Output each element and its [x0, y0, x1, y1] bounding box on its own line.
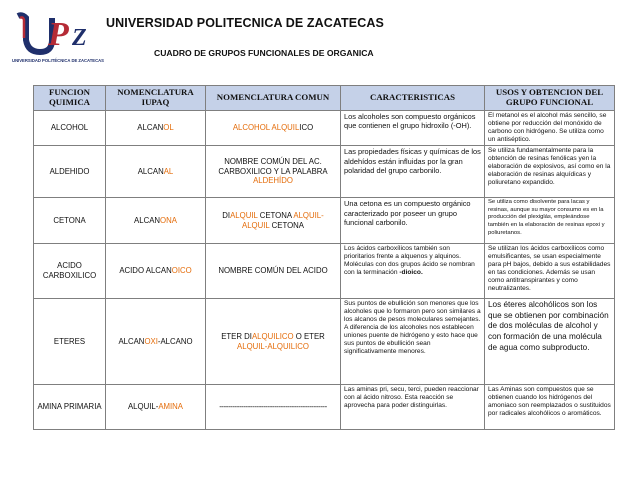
- header-caracteristicas: CARACTERISTICAS: [341, 86, 485, 111]
- table-row: [34, 146, 615, 198]
- funcion-cell: AMINA PRIMARIA: [34, 385, 106, 430]
- funcion-cell: ALDEHIDO: [34, 146, 106, 198]
- caracteristicas-cell: Sus puntos de ebullición son menores que los alcoholes que lo formaron pero son similares a los alcanos de pesos moleculares semejantes. A diferencia de los alcoholes nos establecen uniones puente de hidrógeno y esto hace que sus puntos de ebullición sean significativamente menores.: [341, 299, 485, 385]
- usos-cell: El metanol es el alcohol más sencillo, se obtiene por reducción del monóxido de carbono con hidrógeno. Se utiliza como un antiséptico.: [485, 111, 615, 146]
- funcion-cell: ETERES: [34, 299, 106, 385]
- usos-cell: Se utilizan los ácidos carboxílicos como emulsificantes, se usan especialmente para pH bajos, debido a sus estabilidades en tas condiciones. Además se usan como antitranspirantes y como neutralizantes.: [485, 244, 615, 299]
- logo-subtext: UNIVERSIDAD POLITÉCNICA DE ZACATECAS: [12, 58, 104, 63]
- comun-cell: DIALQUIL CETONA ALQUIL-ALQUIL CETONA: [206, 198, 341, 244]
- table-row: [34, 111, 615, 146]
- university-title: UNIVERSIDAD POLITECNICA DE ZACATECAS: [106, 16, 384, 30]
- functional-groups-table: [33, 85, 615, 430]
- funcion-cell: CETONA: [34, 198, 106, 244]
- iupaq-cell: ACIDO ALCANOICO: [106, 244, 206, 299]
- iupaq-cell: ALCANOL: [106, 111, 206, 146]
- usos-cell: Se utiliza como disolvente para lacas y resinas, aunque su mayor consumo es en la producción del plexiglás, empleándose también en la elaboración de resinas epoxi y poliuretanos.: [485, 198, 615, 244]
- caracteristicas-cell: Las propiedades físicas y químicas de los aldehídos están influidas por la gran polaridad del grupo carbonilo.: [341, 146, 485, 198]
- comun-cell: NOMBRE COMÚN DEL AC. CARBOXILICO Y LA PALABRA ALDEHÍDO: [206, 146, 341, 198]
- comun-cell: NOMBRE COMÚN DEL ACIDO: [206, 244, 341, 299]
- header-funcion: FUNCION QUIMICA: [34, 86, 106, 111]
- usos-cell: Las Aminas son compuestos que se obtienen cuando los hidrógenos del amoniaco son reemplazados o sustituidos por radicales alcohólicos o aromáticos.: [485, 385, 615, 430]
- university-logo: [12, 12, 104, 64]
- header-usos: USOS Y OBTENCION DEL GRUPO FUNCIONAL: [485, 86, 615, 111]
- funcion-cell: ACIDO CARBOXILICO: [34, 244, 106, 299]
- iupaq-cell: ALCANAL: [106, 146, 206, 198]
- table-header-row: [34, 86, 615, 111]
- caracteristicas-cell: Las aminas pri, secu, terci, pueden reaccionar con al ácido nitroso. Esta reacción se aprovecha para poder distinguirlas.: [341, 385, 485, 430]
- funcion-cell: ALCOHOL: [34, 111, 106, 146]
- comun-cell: ETER DIALQUILICO O ETER ALQUIL-ALQUILICO: [206, 299, 341, 385]
- caracteristicas-cell: Los ácidos carboxílicos también son prioritarios frente a alquenos y alquinos. Moléculas con dos grupos ácido se nombran con la terminación -dioico.: [341, 244, 485, 299]
- iupaq-cell: ALCANONA: [106, 198, 206, 244]
- usos-cell: Los éteres alcohólicos son los que se obtienen por combinación de dos moléculas de alcohol y con formación de una molécula de agua como subproducto.: [485, 299, 615, 385]
- header-comun: NOMENCLATURA COMUN: [206, 86, 341, 111]
- table-row: [34, 244, 615, 299]
- table-row: [34, 385, 615, 430]
- iupaq-cell: ALCANOXI-ALCANO: [106, 299, 206, 385]
- document-subtitle: CUADRO DE GRUPOS FUNCIONALES DE ORGANICA: [154, 48, 374, 58]
- caracteristicas-cell: Los alcoholes son compuesto orgánicos que contienen el grupo hidroxilo (-OH).: [341, 111, 485, 146]
- header-iupaq: NOMENCLATURA IUPAQ: [106, 86, 206, 111]
- comun-cell: -------------------------------------------------: [206, 385, 341, 430]
- table-row: [34, 299, 615, 385]
- caracteristicas-cell: Una cetona es un compuesto orgánico caracterizado por poseer un grupo funcional carbonilo.: [341, 198, 485, 244]
- svg-text:Z: Z: [72, 25, 87, 51]
- comun-cell: ALCOHOL ALQUILICO: [206, 111, 341, 146]
- upz-logo-mark: [18, 15, 87, 53]
- svg-text:P: P: [48, 16, 69, 53]
- usos-cell: Se utiliza fundamentalmente para la obtención de resinas fenólicas yen la elaboración de explosivos, así como en la elaboración de resinas alquídicas y poliuretano expandido.: [485, 146, 615, 198]
- iupaq-cell: ALQUIL-AMINA: [106, 385, 206, 430]
- table-row: [34, 198, 615, 244]
